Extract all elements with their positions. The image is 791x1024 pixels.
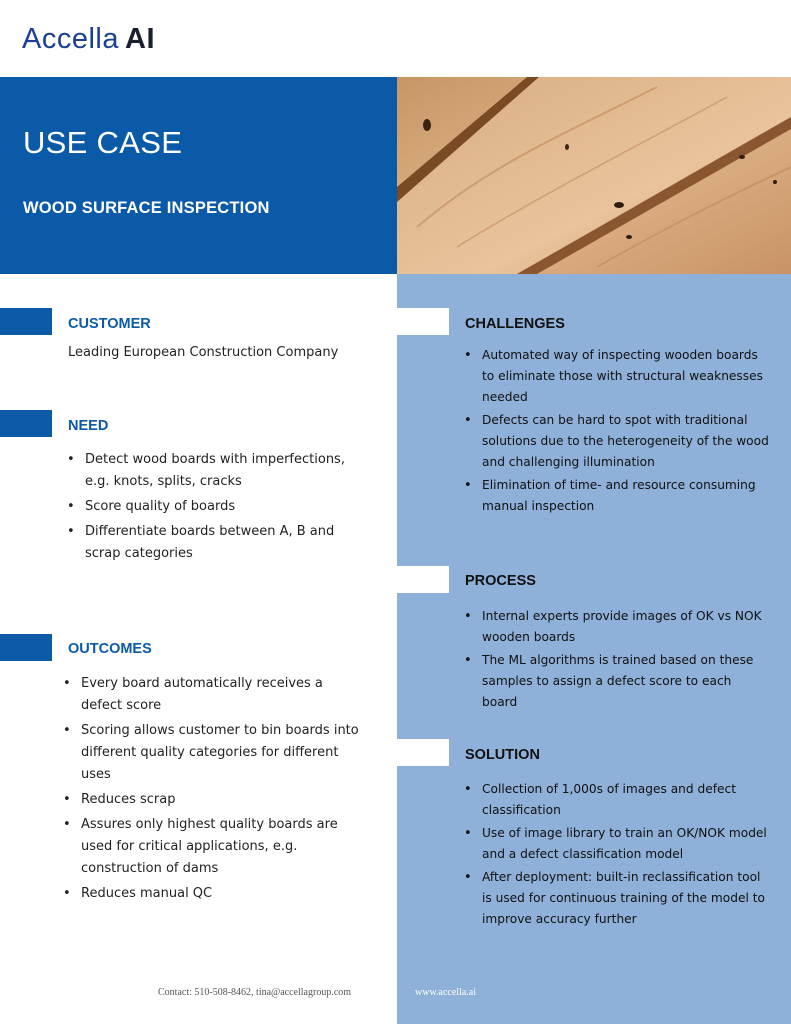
process-item: • Internal experts provide images of OK vs NOK wooden boards bbox=[464, 606, 769, 648]
logo-ai: AI bbox=[125, 22, 155, 55]
page-subtitle: WOOD SURFACE INSPECTION bbox=[23, 199, 270, 217]
outcomes-list bbox=[63, 673, 368, 908]
solution-list bbox=[464, 779, 769, 932]
process-heading: PROCESS bbox=[465, 573, 536, 589]
outcome-item: • Assures only highest quality boards are used for critical applications, e.g. construction of dams bbox=[63, 814, 368, 880]
wood-boards-photo bbox=[397, 77, 791, 274]
need-item: • Score quality of boards bbox=[67, 496, 367, 518]
solution-item: • Collection of 1,000s of images and defect classification bbox=[464, 779, 769, 821]
challenge-item: • Automated way of inspecting wooden boards to eliminate those with structural weaknesses needed bbox=[464, 345, 769, 408]
challenges-heading: CHALLENGES bbox=[465, 316, 565, 332]
need-list bbox=[67, 449, 367, 568]
footer-contact: Contact: 510-508-8462, tina@accellagroup.com bbox=[158, 987, 352, 998]
solution-tab bbox=[397, 739, 449, 766]
process-item: • The ML algorithms is trained based on these samples to assign a defect score to each board bbox=[464, 650, 769, 713]
outcomes-heading: OUTCOMES bbox=[68, 641, 152, 657]
process-tab bbox=[397, 566, 449, 593]
solution-item: • After deployment: built-in reclassification tool is used for continuous training of the model to improve accuracy further bbox=[464, 867, 769, 930]
hero-banner bbox=[0, 77, 397, 274]
footer-website-link[interactable]: www.accella.ai bbox=[415, 987, 476, 998]
need-item: • Differentiate boards between A, B and scrap categories bbox=[67, 521, 367, 565]
customer-heading: CUSTOMER bbox=[68, 316, 151, 332]
challenges-list bbox=[464, 345, 769, 519]
need-item: • Detect wood boards with imperfections, e.g. knots, splits, cracks bbox=[67, 449, 367, 493]
challenge-item: • Elimination of time- and resource consuming manual inspection bbox=[464, 475, 769, 517]
customer-text: Leading European Construction Company bbox=[68, 345, 339, 360]
outcome-item: • Every board automatically receives a defect score bbox=[63, 673, 368, 717]
process-list bbox=[464, 606, 769, 715]
company-logo bbox=[22, 22, 155, 56]
challenge-item: • Defects can be hard to spot with traditional solutions due to the heterogeneity of the wood and challenging illumination bbox=[464, 410, 769, 473]
challenges-tab bbox=[397, 308, 449, 335]
solution-heading: SOLUTION bbox=[465, 747, 540, 763]
outcome-item: • Scoring allows customer to bin boards into different quality categories for different uses bbox=[63, 720, 368, 786]
customer-tab bbox=[0, 308, 52, 335]
outcome-item: • Reduces scrap bbox=[63, 789, 368, 811]
outcome-item: • Reduces manual QC bbox=[63, 883, 368, 905]
need-tab bbox=[0, 410, 52, 437]
page-title: USE CASE bbox=[23, 125, 183, 160]
logo-wordmark: Accella AI bbox=[22, 22, 155, 55]
outcomes-tab bbox=[0, 634, 52, 661]
need-heading: NEED bbox=[68, 418, 109, 434]
solution-item: • Use of image library to train an OK/NOK model and a defect classification model bbox=[464, 823, 769, 865]
